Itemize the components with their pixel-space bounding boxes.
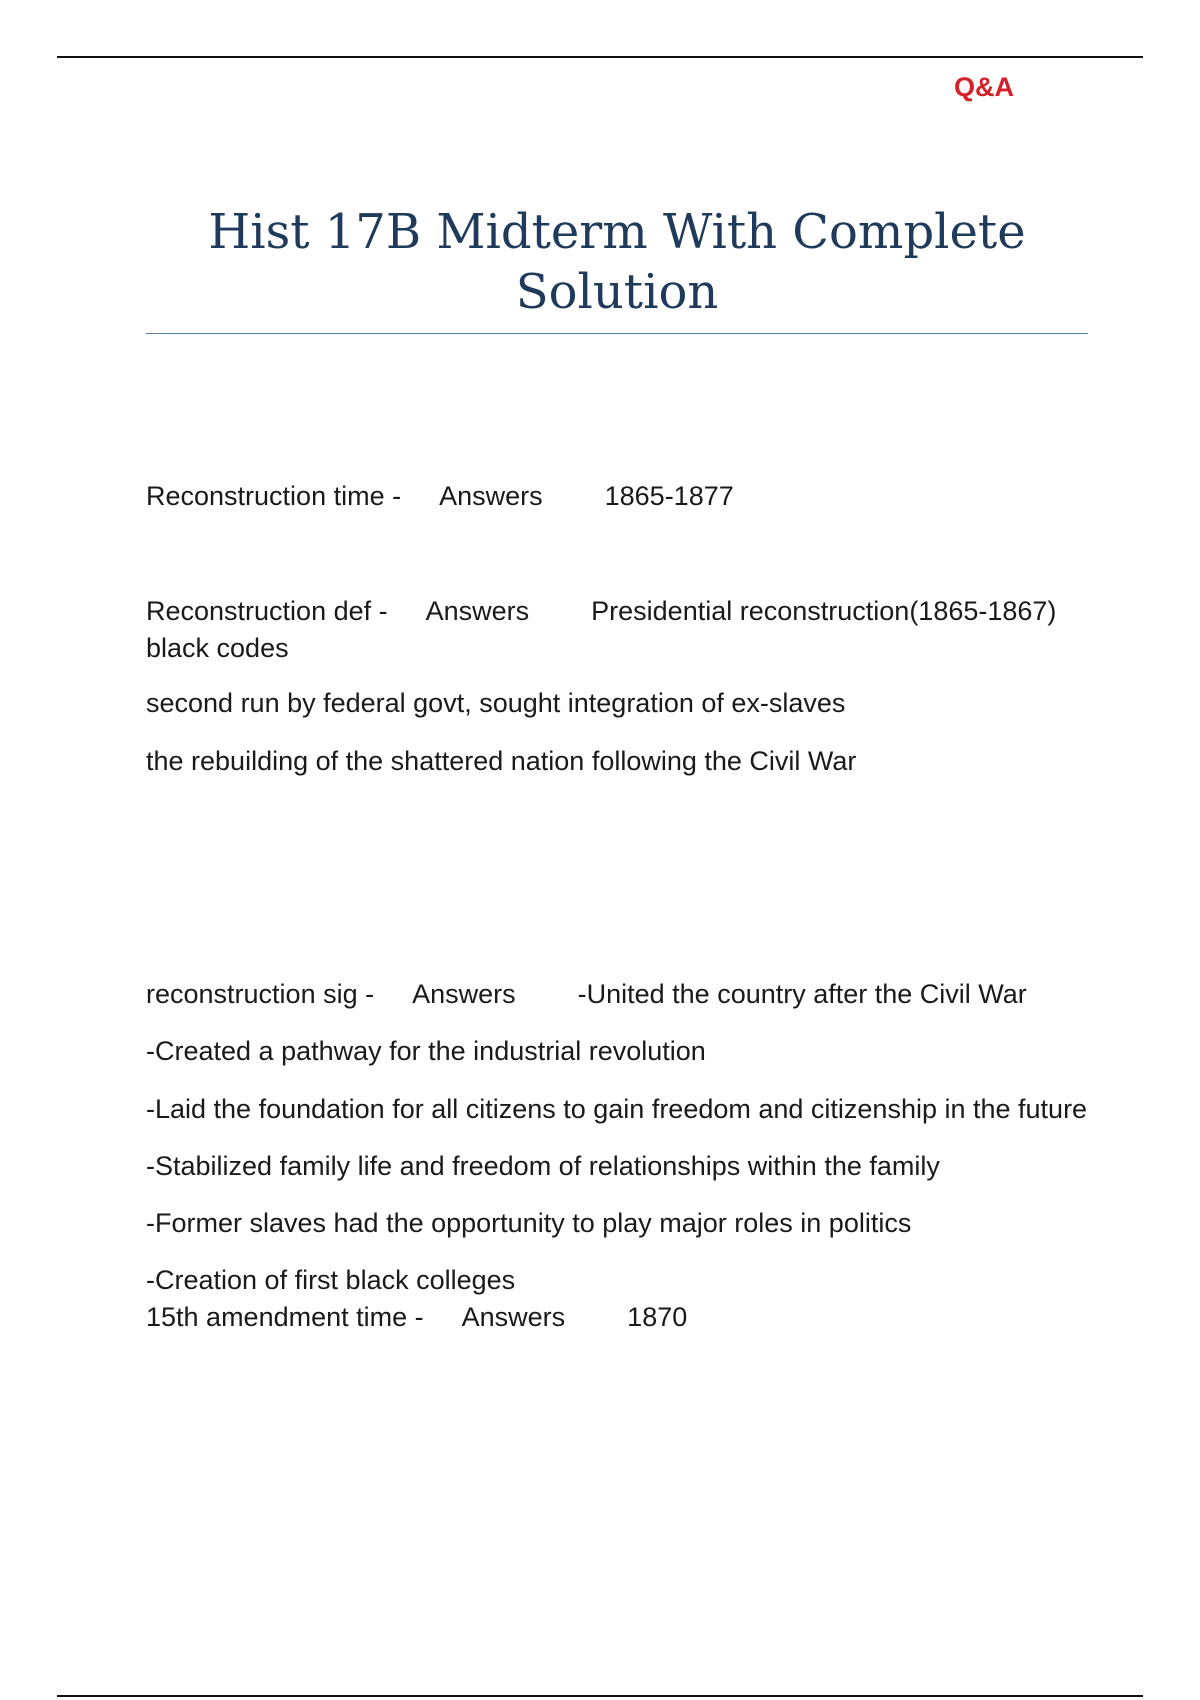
answers-label: Answers — [461, 1302, 566, 1332]
answer-line: -Former slaves had the opportunity to play major roles in politics — [146, 1208, 912, 1238]
bottom-divider — [57, 1695, 1143, 1697]
question-text: reconstruction sig - — [146, 979, 375, 1009]
answer-line: the rebuilding of the shattered nation following the Civil War — [146, 746, 857, 776]
qa-entry — [146, 593, 1088, 780]
question-text: 15th amendment time - — [146, 1302, 424, 1332]
question-line — [146, 976, 1088, 1013]
question-line — [146, 1299, 1088, 1336]
answer-line: -Creation of first black colleges — [146, 1265, 516, 1295]
question-text: Reconstruction time - — [146, 481, 402, 511]
answer-line: -Laid the foundation for all citizens to gain freedom and citizenship in the future — [146, 1094, 1088, 1124]
question-text: Reconstruction def - — [146, 596, 388, 626]
title-underline — [146, 333, 1088, 334]
answer-text: Presidential reconstruction(1865-1867) black codes — [146, 596, 1057, 663]
qa-badge: Q&A — [954, 72, 1014, 102]
top-divider — [57, 56, 1143, 58]
answer-text: -United the country after the Civil War — [577, 979, 1027, 1009]
answer-line: -Created a pathway for the industrial revolution — [146, 1036, 706, 1066]
qa-entry — [146, 478, 1088, 515]
question-line — [146, 593, 1088, 667]
answer-line: -Stabilized family life and freedom of relationships within the family — [146, 1151, 940, 1181]
question-line — [146, 478, 1088, 515]
answer-line: second run by federal govt, sought integration of ex-slaves — [146, 688, 846, 718]
title-block — [146, 202, 1088, 322]
answers-label: Answers — [439, 481, 543, 511]
document-title: Hist 17B Midterm With Complete Solution — [208, 204, 1026, 320]
answer-text: 1865-1877 — [604, 481, 734, 511]
answer-text: 1870 — [627, 1302, 688, 1332]
qa-entry — [146, 1299, 1088, 1336]
answers-label: Answers — [425, 596, 530, 626]
qa-entry — [146, 976, 1088, 1299]
answers-label: Answers — [412, 979, 516, 1009]
